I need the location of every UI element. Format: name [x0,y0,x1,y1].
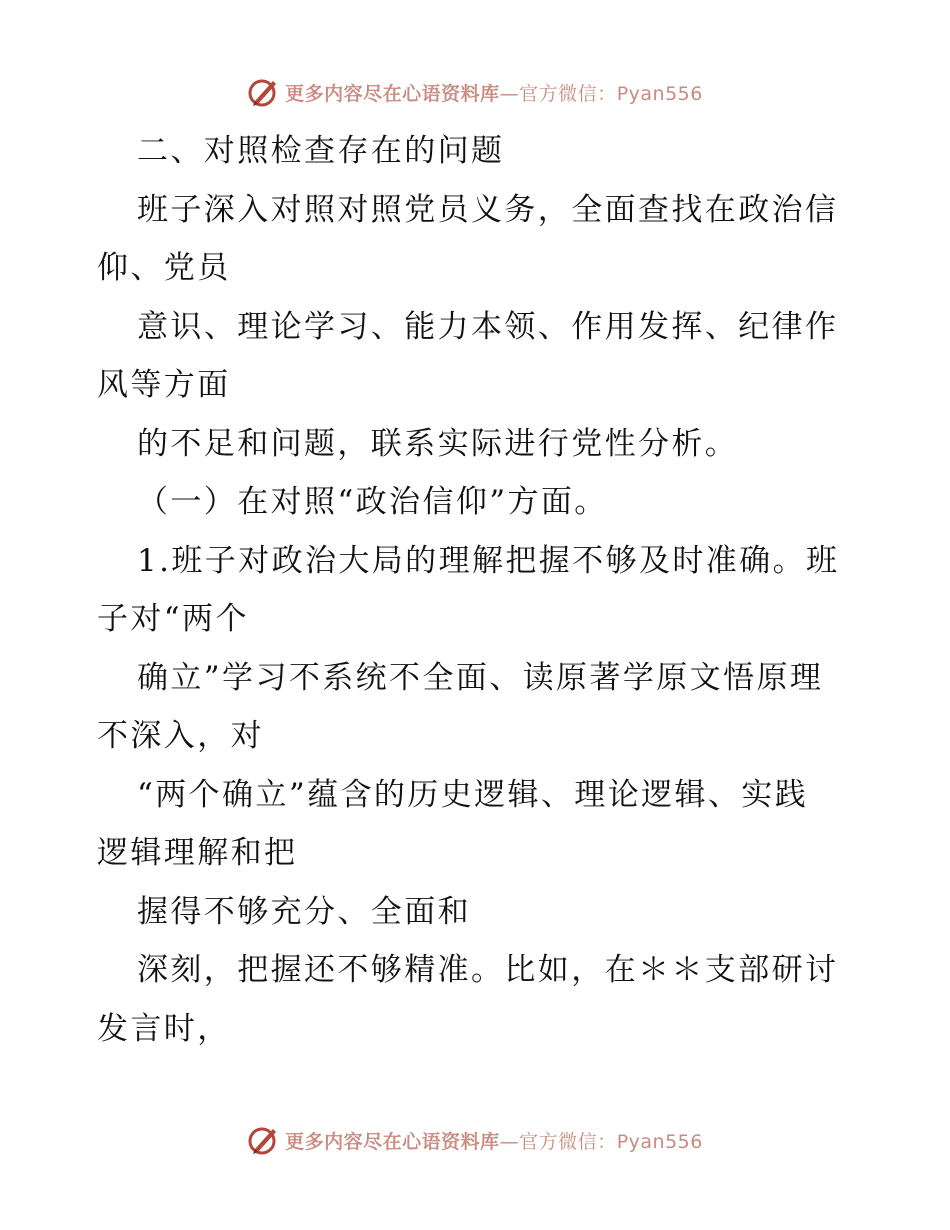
pen-logo-icon [247,75,281,109]
watermark-text: 更多内容尽在心语资料库—官方微信：Pyan556 [285,82,703,105]
paragraph-line: 确立”学习不系统不全面、读原著学原文悟原理 [137,659,824,696]
paragraph-line: 1.班子对政治大局的理解把握不够及时准确。班 [137,542,840,579]
paragraph-line: 逻辑理解和把 [97,835,298,871]
paragraph-line: 子对“两个 [97,601,249,637]
paragraph-line: 深刻，把握还不够精准。比如，在＊＊支部研讨 [137,952,839,988]
paragraph-line: 班子深入对照对照党员义务，全面查找在政治信 [137,191,839,228]
paragraph-line: 发言时， [97,1010,231,1047]
section-heading: 二、对照检查存在的问题 [137,133,505,169]
watermark-banner-top [0,72,950,112]
watermark-text: 更多内容尽在心语资料库—官方微信：Pyan556 [285,1130,703,1153]
subsection-heading: （一）在对照“政治信仰”方面。 [137,484,608,520]
document-body [97,122,857,1058]
paragraph-line: 意识、理论学习、能力本领、作用发挥、纪律作 [137,308,839,345]
paragraph-line: “两个确立”蕴含的历史逻辑、理论逻辑、实践 [137,776,809,813]
paragraph-line: 风等方面 [97,367,231,403]
pen-logo-icon [247,1123,281,1157]
paragraph-line: 仰、党员 [97,250,231,286]
watermark-banner-bottom [0,1120,950,1160]
paragraph-line: 握得不够充分、全面和 [137,893,471,930]
paragraph-line: 的不足和问题，联系实际进行党性分析。 [137,425,739,462]
paragraph-line: 不深入，对 [97,718,264,754]
